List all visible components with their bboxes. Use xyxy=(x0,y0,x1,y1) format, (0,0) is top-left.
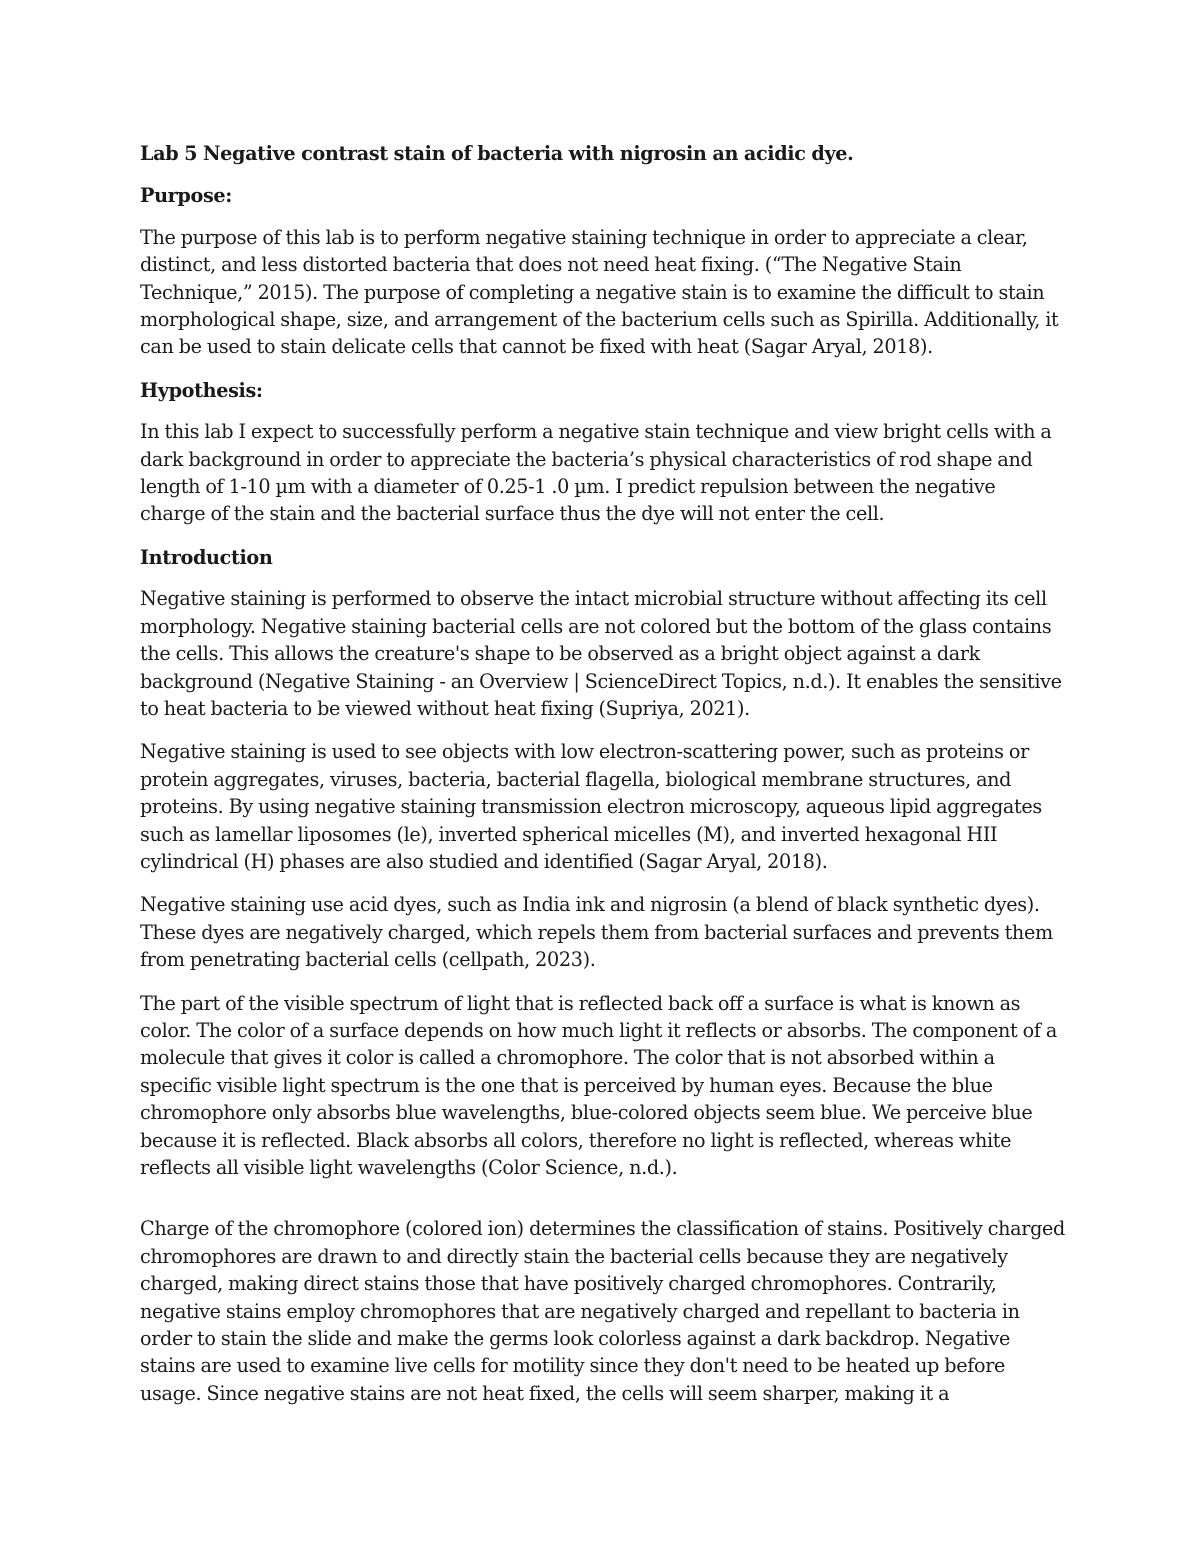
introduction-paragraph-2: Negative staining is used to see objects with low electron-scattering power, such as proteins or protein aggregates, viruses, bacteria, bacterial flagella, biological membrane structures, and proteins. By using negative staining transmission electron microscopy, aqueous lipid aggregates such as lamellar liposomes (le), inverted spherical micelles (M), and inverted hexagonal HII cylindrical (H) phases are also studied and identified (Sagar Aryal, 2018). xyxy=(140,740,1042,873)
document-title: Lab 5 Negative contrast stain of bacteria with nigrosin an acidic dye. xyxy=(140,142,854,165)
section-heading-purpose: Purpose: xyxy=(140,184,232,208)
purpose-paragraph: The purpose of this lab is to perform negative staining technique in order to appreciate a clear, distinct, and less distorted bacteria that does not need heat fixing. (“The Negative Stain Technique,” 2015). The purpose of completing a negative stain is to examine the difficult to stain morphological shape, size, and arrangement of the bacterium cells such as Spirilla. Additionally, it can be used to stain delicate cells that cannot be fixed with heat (Sagar Aryal, 2018). xyxy=(140,225,1059,359)
introduction-paragraph-5: Charge of the chromophore (colored ion) determines the classification of stains. Positively charged chromophores are drawn to and directly stain the bacterial cells because they are negatively charged, making direct stains those that have positively charged chromophores. Contrarily, negative stains employ chromophores that are negatively charged and repellant to bacteria in order to stain the slide and make the germs look colorless against a dark backdrop. Negative stains are used to examine live cells for motility since they don't need to be heated up before usage. Since negative stains are not heat fixed, the cells will seem sharper, making it a xyxy=(140,1217,1065,1405)
section-heading-hypothesis: Hypothesis: xyxy=(140,378,263,402)
introduction-paragraph-4: The part of the visible spectrum of light that is reflected back off a surface is what is known as color. The color of a surface depends on how much light it reflects or absorbs. The component of a molecule that gives it color is called a chromophore. The color that is not absorbed within a specific visible light spectrum is the one that is perceived by human eyes. Because the blue chromophore only absorbs blue wavelengths, blue-colored objects seem blue. We perceive blue because it is reflected. Black absorbs all colors, therefore no light is reflected, whereas white reflects all visible light wavelengths (Color Science, n.d.). xyxy=(140,991,1057,1179)
hypothesis-paragraph: In this lab I expect to successfully perform a negative stain technique and view bright cells with a dark background in order to appreciate the bacteria’s physical characteristics of rod shape and length of 1-10 µm with a diameter of 0.25-1 .0 µm. I predict repulsion between the negative charge of the stain and the bacterial surface thus the dye will not enter the cell. xyxy=(140,420,1052,526)
introduction-paragraph-3: Negative staining use acid dyes, such as India ink and nigrosin (a blend of black synthetic dyes). These dyes are negatively charged, which repels them from bacterial surfaces and prevents them from penetrating bacterial cells (cellpath, 2023). xyxy=(140,893,1053,972)
document-body xyxy=(140,140,1065,1423)
section-heading-introduction: Introduction xyxy=(140,545,273,569)
introduction-paragraph-1: Negative staining is performed to observe the intact microbial structure without affecting its cell morphology. Negative staining bacterial cells are not colored but the bottom of the glass contains the cells. This allows the creature's shape to be observed as a bright object against a dark background (Negative Staining - an Overview | ScienceDirect Topics, n.d.). It enables the sensitive to heat bacteria to be viewed without heat fixing (Supriya, 2021). xyxy=(140,587,1062,720)
